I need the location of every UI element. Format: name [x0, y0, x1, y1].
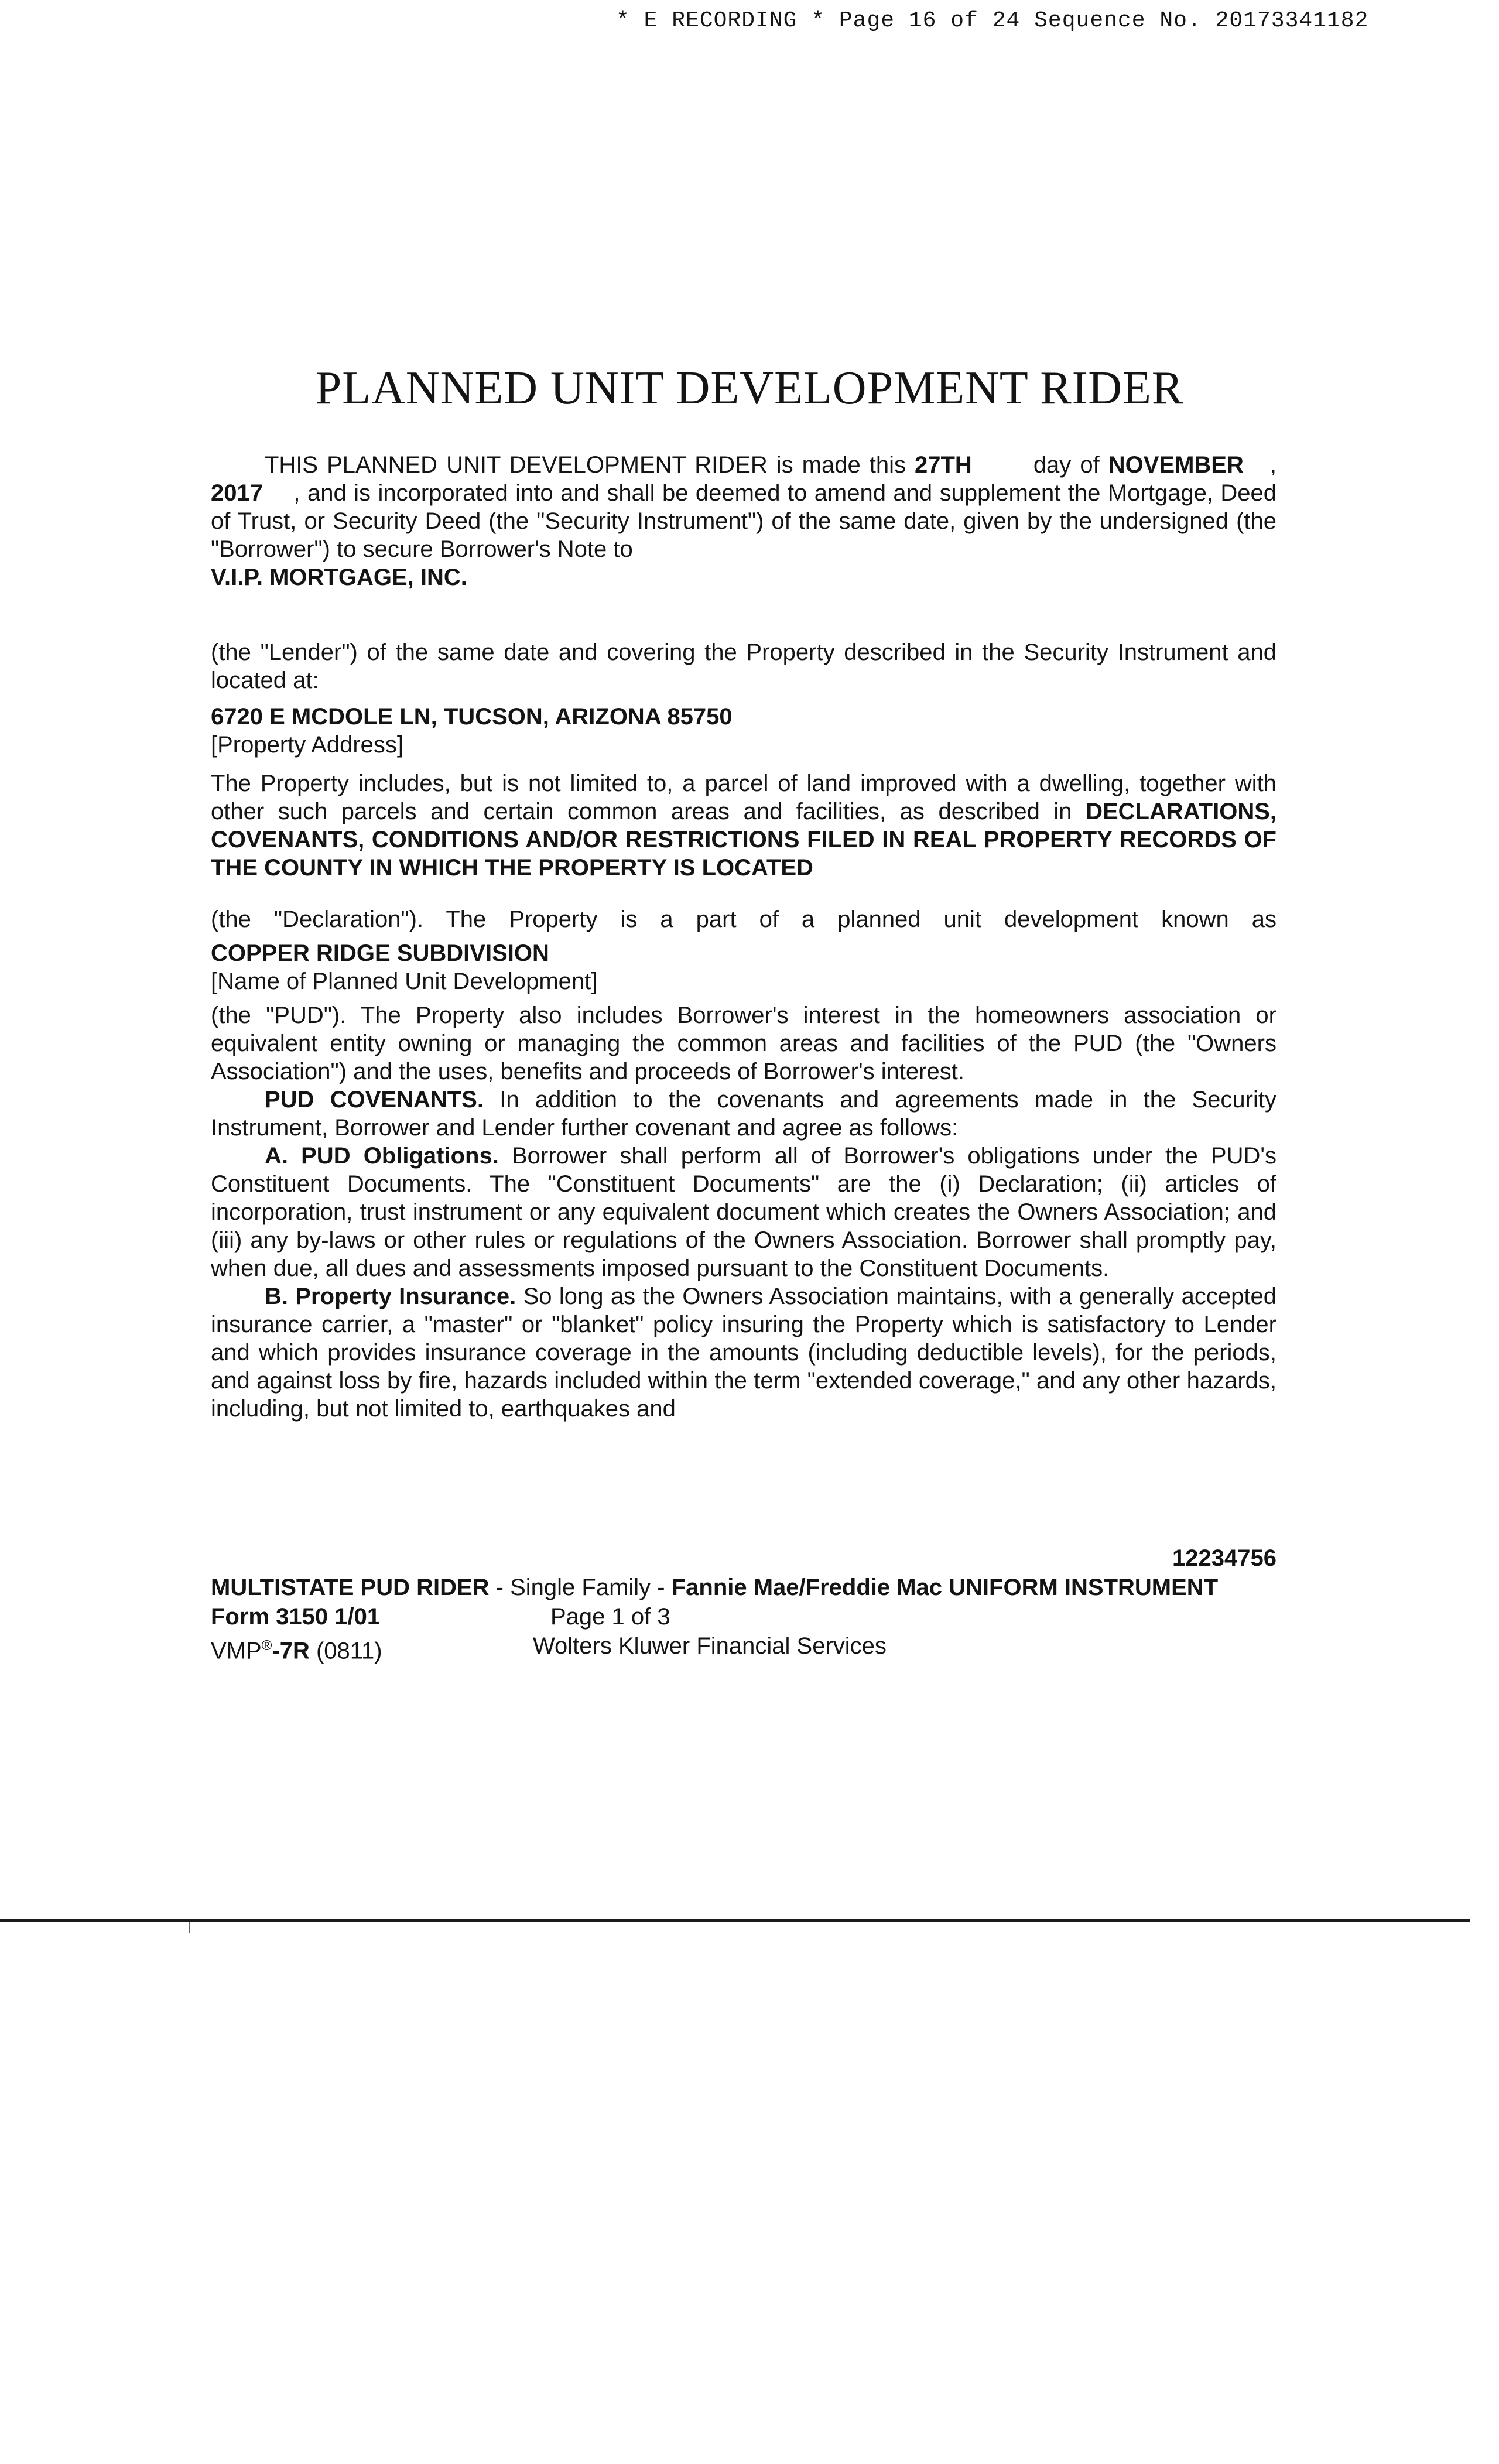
declaration-paragraph: (the "Declaration"). The Property is a part of a planned unit development known as: [211, 906, 1276, 932]
vmp-version: (0811): [309, 1638, 382, 1664]
rider-day: 27TH: [914, 452, 972, 478]
section-b: [211, 1282, 1276, 1423]
vmp-form-code: -7R: [272, 1638, 310, 1664]
document-body: [211, 451, 1276, 1423]
declarations-text: DECLARATIONS, COVENANTS, CONDITIONS AND/OR RESTRICTIONS FILED IN REAL PROPERTY RECORDS OF THE COUNTY IN WHICH THE PROPERTY IS LOCATED: [211, 799, 1276, 881]
page-bottom-rule: [0, 1919, 1470, 1922]
page-bottom-rule-tick: [189, 1922, 190, 1933]
pud-name-caption: [Name of Planned Unit Development]: [211, 969, 598, 994]
property-paragraph: [211, 769, 1276, 882]
covenants-text: In addition to the covenants and agreements made in the Security Instrument, Borrower and Lender further covenant and agree as follows:: [211, 1087, 1276, 1141]
loan-number: 12234756: [1172, 1545, 1276, 1571]
property-paragraph-text: The Property includes, but is not limited to, a parcel of land improved with a dwelling, together with other such parcels and certain common areas and facilities, as described in: [211, 771, 1276, 824]
covenants-paragraph: [211, 1086, 1276, 1142]
form-title-row: [211, 1573, 1276, 1602]
form-title-end: Fannie Mae/Freddie Mac UNIFORM INSTRUMENT: [671, 1575, 1219, 1600]
page-label: Page 1 of 3: [550, 1604, 670, 1630]
intro-text-3: , and is incorporated into and shall be deemed to amend and supplement the Mortgage, Deed of Trust, or Security Deed (the "Security Instrument") of the same date, given by the undersigned (the "Borrower") to secure Borrower's Note to: [211, 480, 1276, 562]
rider-month: NOVEMBER: [1108, 452, 1244, 478]
publisher: Wolters Kluwer Financial Services: [533, 1633, 887, 1659]
vmp-row: [211, 1631, 1276, 1665]
pud-name: COPPER RIDGE SUBDIVISION: [211, 940, 549, 966]
document-title: PLANNED UNIT DEVELOPMENT RIDER: [315, 362, 1184, 414]
pud-paragraph: (the "PUD"). The Property also includes Borrower's interest in the homeowners association or equivalent entity owning or managing the common areas and facilities of the PUD (the "Owners Association") and the uses, benefits and proceeds of Borrower's interest.: [211, 1002, 1276, 1084]
section-a-heading: A. PUD Obligations.: [265, 1143, 499, 1169]
form-number: Form 3150 1/01: [211, 1604, 381, 1630]
covenants-heading: PUD COVENANTS.: [265, 1087, 484, 1113]
section-a: [211, 1142, 1276, 1282]
intro-comma: ,: [1269, 452, 1276, 478]
section-a-text: Borrower shall perform all of Borrower's obligations under the PUD's Constituent Documents. The "Constituent Documents" are the (i) Declaration; (ii) articles of incorporation, trust instrument or any equivalent document which creates the Owners Association; and (iii) any by-laws or other rules or regulations of the Owners Association. Borrower shall promptly pay, when due, all dues and assessments imposed pursuant to the Constituent Documents.: [211, 1143, 1276, 1281]
form-title-mid: - Single Family -: [489, 1575, 672, 1600]
recording-header: * E RECORDING * Page 16 of 24 Sequence No. 20173341182: [616, 8, 1369, 33]
section-b-text: So long as the Owners Association maintains, with a generally accepted insurance carrier, a "master" or "blanket" policy insuring the Property which is satisfactory to Lender and which provides insurance coverage in the amounts (including deductible levels), for the periods, and against loss by fire, hazards included within the term "extended coverage," and any other hazards, including, but not limited to, earthquakes and: [211, 1284, 1276, 1422]
intro-text-1: THIS PLANNED UNIT DEVELOPMENT RIDER is made this: [265, 452, 906, 478]
form-title-bold: MULTISTATE PUD RIDER: [211, 1575, 490, 1600]
property-address: 6720 E MCDOLE LN, TUCSON, ARIZONA 85750: [211, 704, 733, 730]
lender-paragraph: (the "Lender") of the same date and covering the Property described in the Security Instrument and located at:: [211, 639, 1276, 693]
property-address-caption: [Property Address]: [211, 732, 404, 758]
document-footer: [211, 1544, 1276, 1665]
lender-name: V.I.P. MORTGAGE, INC.: [211, 564, 467, 590]
vmp-code: [211, 1631, 550, 1665]
section-b-heading: B. Property Insurance.: [265, 1284, 516, 1309]
intro-text-2: day of: [1033, 452, 1100, 478]
vmp-label: VMP: [211, 1638, 262, 1664]
rider-year: 2017: [211, 480, 263, 506]
form-number-row: [211, 1602, 1276, 1631]
intro-paragraph: [211, 451, 1276, 563]
vmp-registered-mark: ®: [261, 1638, 272, 1654]
